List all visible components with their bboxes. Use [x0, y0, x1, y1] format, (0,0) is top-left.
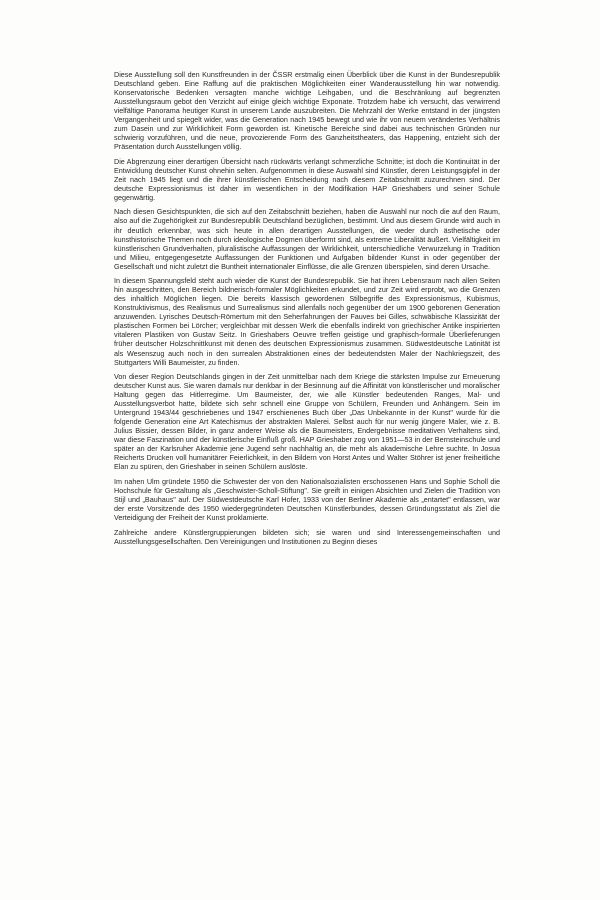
paragraph-5: Von dieser Region Deutschlands gingen in der Zeit unmittelbar nach dem Kriege die stärksten Impulse zur Erneuerung deutscher Kunst aus. Sie waren damals nur denkbar in der Besinnung auf die Affinität von künstlerischer und moralischer Haltung gegen das Hitlerregime. Um Baumeister, der, wie alle Künstler bedeutenden Ranges, Mal- und Ausstellungsverbot hatte, bildete sich sehr schnell eine Gruppe von Schülern, Freunden und Anhängern. Sein im Untergrund 1943/44 geschriebenes und 1947 erschienenes Buch über „Das Unbekannte in der Kunst" wurde für die folgende Generation eine Art Katechismus der abstrakten Malerei. Selbst auch für nur wenig jüngere Maler, wie z. B. Julius Bissier, dessen Bilder, in ganz anderer Weise als die Baumeisters, Endergebnisse meditativen Verhaltens sind, war diese Faszination und der künstlerische Einfluß groß. HAP Grieshaber zog von 1951—53 in der Bernsteinschule und später an der Karlsruher Akademie jene Jugend sehr nachhaltig an, die mehr als akademische Lehre suchte. In Josua Reicherts Drucken voll humanitärer Feierlichkeit, in den Bildern von Horst Antes und Walter Stöhrer ist jener freiheitliche Elan zu spüren, den Grieshaber in seinen Schülern auslöste. — [114, 372, 500, 472]
paragraph-4: In diesem Spannungsfeld steht auch wieder die Kunst der Bundesrepublik. Sie hat ihren Lebensraum nach allen Seiten hin ausgeschritten, den Bereich bildnerisch-formaler Möglichkeiten erkundet, und zur Zeit wird erprobt, wo die Grenzen des inhaltlich Möglichen liegen. Die bereits klassisch gewordenen Stilbegriffe des Expressionismus, Kubismus, Konstruktivismus, des Realismus und Surrealismus sind allenfalls noch gegenüber der um 1900 geborenen Generation anzuwenden. Lyrisches Deutsch-Römertum mit den Seherfahrungen der Fauves bei Gilles, schwäbische Klassizität der plastischen Formen bei Lörcher; vergleichbar mit dessen Werk die ebenfalls indirekt von griechischer Antike inspirierten vitaleren Plastiken von Gustav Seitz. In Grieshabers Oeuvre treffen geistige und graphisch-formale Überlieferungen früher deutscher Holzschnittkunst mit denen des deutschen Expressionismus zusammen. Südwestdeutsche Latinität ist als Wesenszug auch noch in den surrealen Abstraktionen eines der bedeutendsten Maler der Nachkriegszeit, des Stuttgarters Willi Baumeister, zu finden. — [114, 276, 500, 367]
paragraph-2: Die Abgrenzung einer derartigen Übersicht nach rückwärts verlangt schmerzliche Schnitte; ist doch die Kontinuität in der Entwicklung deutscher Kunst ohnehin selten. Aufgenommen in diese Auswahl sind Künstler, deren Leistungsgipfel in der Zeit nach 1945 liegt und die ihrer künstlerischen Entscheidung nach diesem Zeitabschnitt zuzurechnen sind. Der deutsche Expressionismus ist daher im wesentlichen in der Modifikation HAP Grieshabers und seiner Schule gegenwärtig. — [114, 156, 500, 202]
paragraph-6: Im nahen Ulm gründete 1950 die Schwester der von den Nationalsozialisten erschossenen Hans und Sophie Scholl die Hochschule für Gestaltung als „Geschwister-Scholl-Stiftung". Sie greift in einigen Absichten und Zielen die Tradition von Stijl und „Bauhaus" auf. Der Südwestdeutsche Karl Hofer, 1933 von der Berliner Akademie als „entartet" entlassen, war der erste Vorsitzende des 1950 wiedergegründeten Deutschen Künstlerbundes, dessen Gründungsstatut als Ziel die Verteidigung der Freiheit der Kunst proklamierte. — [114, 476, 500, 523]
body-text — [114, 70, 500, 551]
paragraph-1: Diese Ausstellung soll den Kunstfreunden in der ČSSR erstmalig einen Überblick über die Kunst in der Bundesrepublik Deutschland geben. Eine Raffung auf die praktischen Möglichkeiten einer Wanderausstellung hin war notwendig. Konservatorische Bedenken versagten manche wichtige Leihgaben, und die Beschränkung auf begrenzten Ausstellungsraum gebot den Verzicht auf einige gleich wichtige Exponate. Trotzdem habe ich versucht, das verwirrend vielfältige Panorama heutiger Kunst in unserem Lande auszubreiten. Die Mehrzahl der Werke entstand in der jüngsten Vergangenheit und spiegelt wider, was die Generation nach 1945 bewegt und wie ihr von neuem verändertes Verhältnis zum Dasein und zur Wirklichkeit Form geworden ist. Kinetische Bereiche sind dabei aus technischen Gründen nur schwierig vorzuführen, und die neue, provozierende Form des Ganzheitstheaters, das Happening, entzieht sich der Präsentation durch Ausstellungen völlig. — [114, 70, 500, 152]
paragraph-7: Zahlreiche andere Künstlergruppierungen bildeten sich; sie waren und sind Interessengemeinschaften und Ausstellungsgesellschaften. Den Vereinigungen und Institutionen zu Beginn dieses — [114, 527, 500, 546]
paragraph-3: Nach diesen Gesichtspunkten, die sich auf den Zeitabschnitt beziehen, haben die Auswahl nur noch die auf den Raum, also auf die Zugehörigkeit zur Bundesrepublik Deutschland bezüglichen, bestimmt. Und aus diesem Grunde wird auch in ihr deutlich erkennbar, was sich heute in allen derartigen Ausstellungen, die weder durch ästhetische oder kunsthistorische Themen noch durch ideologische Dogmen überformt sind, als extreme Liberalität äußert. Vielfältigkeit im künstlerischen Grundverhalten, pluralistische Auffassungen der Wirklichkeit, unterschiedliche Verwurzelung in Tradition und Milieu, entgegengesetzte Auffassungen der Funktionen und Aufgaben bildender Kunst in oder gegenüber der Gesellschaft und nicht zuletzt die Buntheit internationaler Einflüsse, die alle Grenzen überspielen, sind deren Ursache. — [114, 207, 500, 271]
